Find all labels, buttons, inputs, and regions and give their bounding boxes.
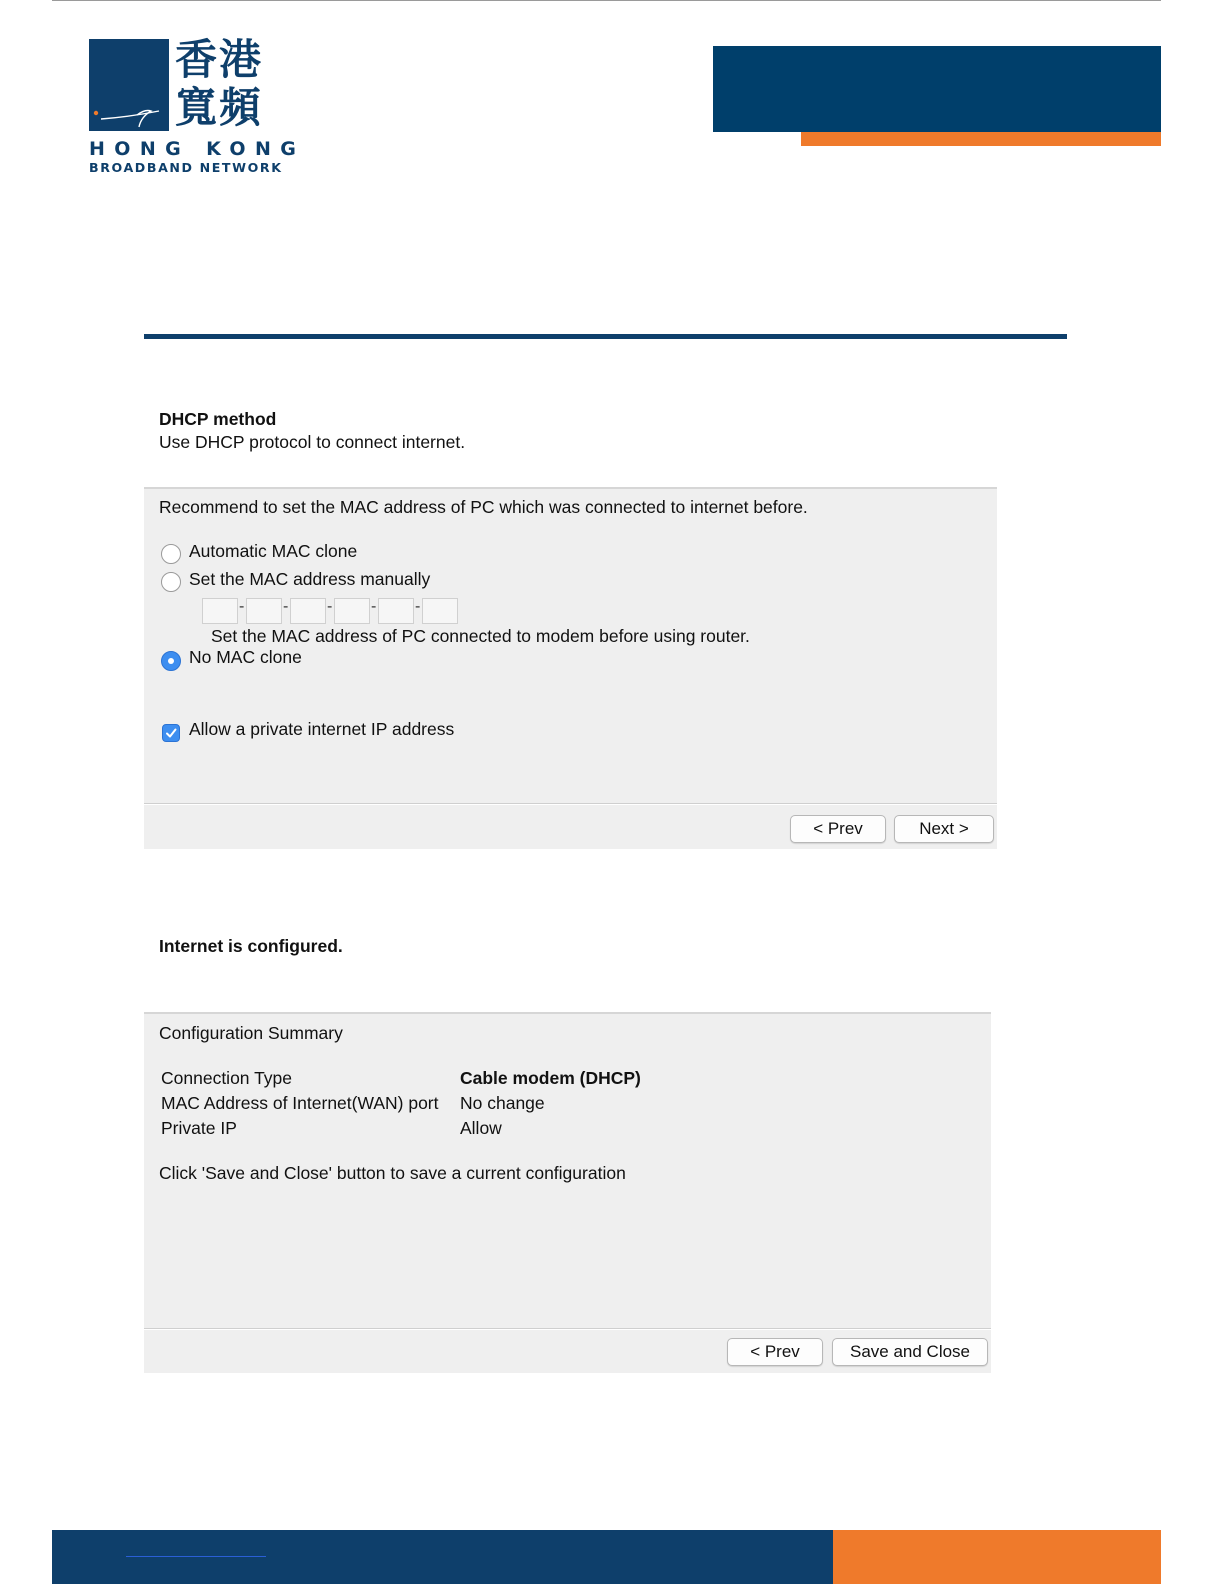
summary-row-value: No change bbox=[460, 1093, 545, 1113]
summary-row-value: Allow bbox=[460, 1118, 502, 1138]
mac-octet-3-input[interactable] bbox=[290, 598, 326, 624]
section-divider bbox=[144, 334, 1067, 339]
mac-recommendation: Recommend to set the MAC address of PC which was connected to internet before. bbox=[159, 497, 808, 517]
mac-octet-5-input[interactable] bbox=[378, 598, 414, 624]
page-margin bbox=[0, 0, 52, 1584]
summary-panel-title: Configuration Summary bbox=[159, 1023, 343, 1043]
mac-octet-4-input[interactable] bbox=[334, 598, 370, 624]
logo-broadband-text: BROADBAND NETWORK bbox=[89, 160, 283, 175]
mac-octet-6-input[interactable] bbox=[422, 598, 458, 624]
prev-button[interactable]: < Prev bbox=[790, 815, 886, 843]
summary-row-label: MAC Address of Internet(WAN) port bbox=[161, 1093, 439, 1113]
footer-accent-bar bbox=[833, 1530, 1161, 1584]
logo-chinese-text: 香港寬頻 bbox=[175, 35, 264, 132]
top-rule bbox=[52, 0, 1161, 1]
panel-footer-highlight bbox=[144, 804, 997, 805]
save-instruction: Click 'Save and Close' button to save a current configuration bbox=[159, 1163, 626, 1183]
dhcp-title: DHCP method bbox=[159, 409, 277, 429]
option-label-no-mac-clone: No MAC clone bbox=[189, 647, 302, 667]
mac-separator: - bbox=[327, 598, 333, 615]
radio-manual-mac[interactable] bbox=[161, 572, 181, 592]
summary-panel bbox=[144, 1012, 991, 1373]
summary-prev-button[interactable]: < Prev bbox=[727, 1338, 823, 1366]
mac-separator: - bbox=[371, 598, 377, 615]
summary-row-value: Cable modem (DHCP) bbox=[460, 1068, 641, 1088]
private-ip-label: Allow a private internet IP address bbox=[189, 719, 455, 739]
mac-octet-1-input[interactable] bbox=[202, 598, 238, 624]
mac-separator: - bbox=[283, 598, 289, 615]
header-bar bbox=[713, 46, 1161, 132]
radio-automatic-mac-clone[interactable] bbox=[161, 544, 181, 564]
private-ip-checkbox[interactable] bbox=[162, 724, 180, 742]
mac-separator: - bbox=[239, 598, 245, 615]
summary-row-label: Private IP bbox=[161, 1118, 237, 1138]
header-accent-bar bbox=[801, 132, 1161, 146]
dhcp-description: Use DHCP protocol to connect internet. bbox=[159, 432, 466, 452]
mac-separator: - bbox=[415, 598, 421, 615]
next-button[interactable]: Next > bbox=[894, 815, 994, 843]
logo-hong-kong-text: HONG KONG bbox=[89, 138, 306, 160]
radio-no-mac-clone[interactable] bbox=[161, 651, 181, 671]
checkmark-icon bbox=[165, 727, 177, 739]
hkbn-logo bbox=[89, 35, 306, 175]
mac-hint: Set the MAC address of PC connected to modem before using router. bbox=[211, 626, 750, 646]
logo-swoosh-icon bbox=[89, 39, 169, 131]
footer-link-underline bbox=[126, 1556, 266, 1557]
footer-bar bbox=[52, 1530, 833, 1584]
panel-footer-highlight bbox=[144, 1329, 991, 1330]
summary-row-label: Connection Type bbox=[161, 1068, 293, 1088]
option-label-manual-mac: Set the MAC address manually bbox=[189, 569, 431, 589]
configured-title: Internet is configured. bbox=[159, 936, 343, 956]
mac-octet-2-input[interactable] bbox=[246, 598, 282, 624]
save-and-close-button[interactable]: Save and Close bbox=[832, 1338, 988, 1366]
option-label-automatic-mac-clone: Automatic MAC clone bbox=[189, 541, 358, 561]
